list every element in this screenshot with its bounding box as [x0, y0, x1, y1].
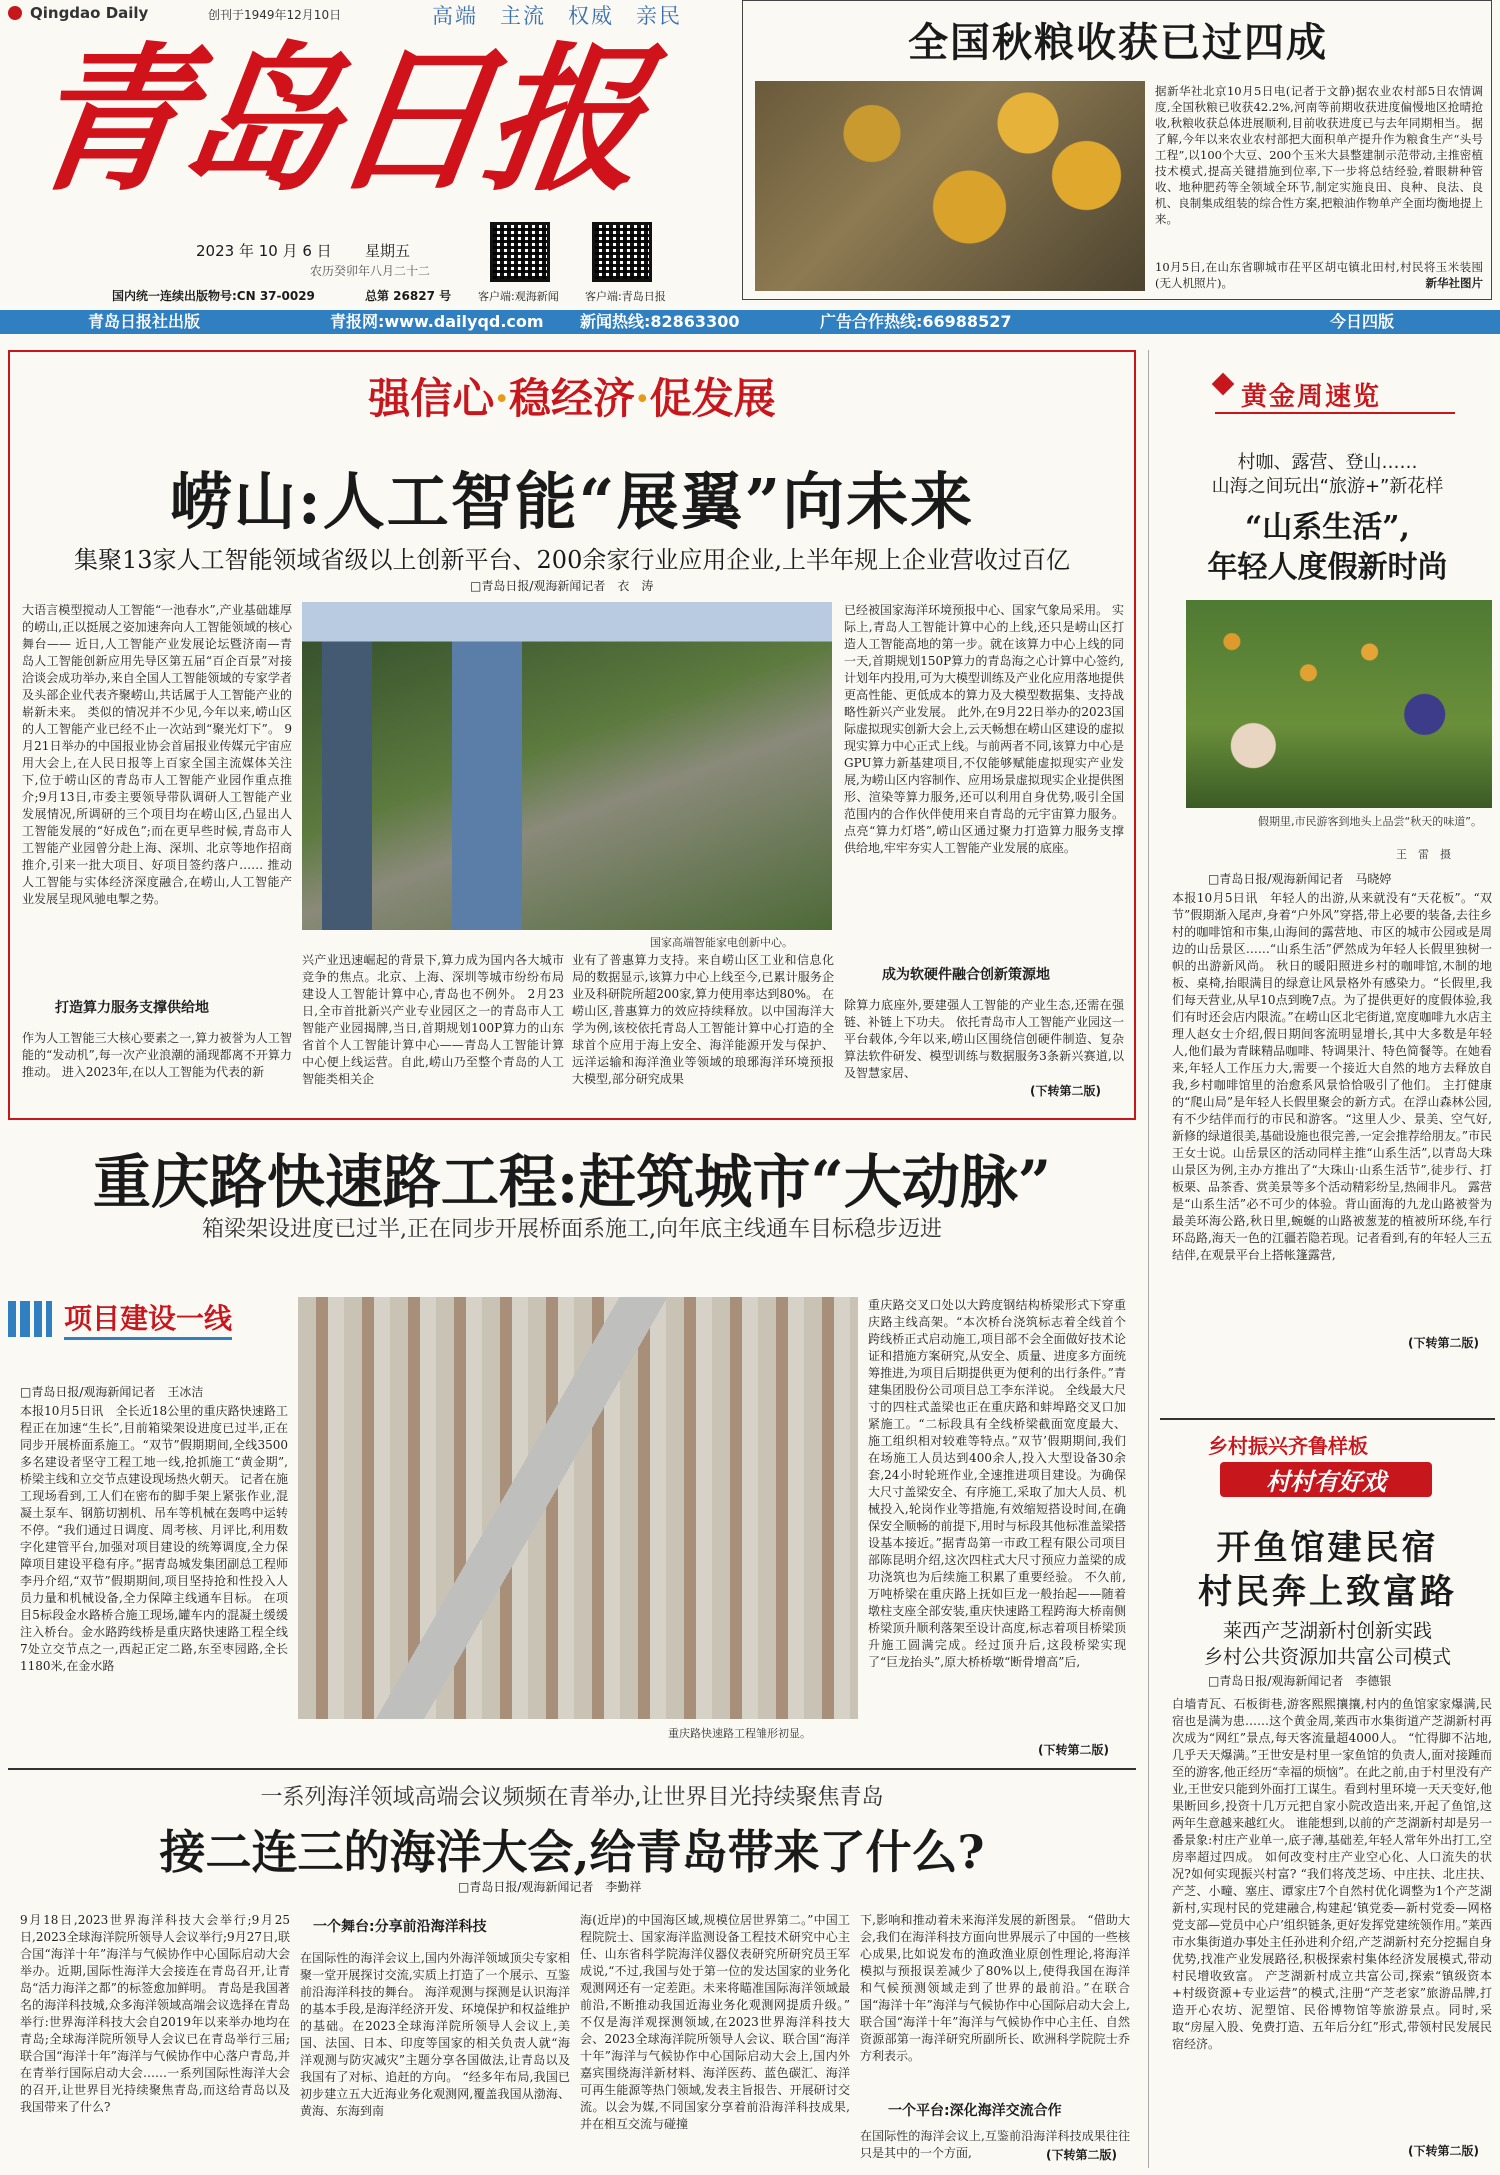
- laoshan-photo-caption: 国家高端智能家电创新中心。: [650, 936, 793, 949]
- qr-label-haixi: 客户端:观海新闻: [478, 290, 559, 303]
- harvest-caption: [1155, 259, 1483, 295]
- laoshan-continued: (下转第二版): [1030, 1084, 1101, 1098]
- harvest-body: 据新华社北京10月5日电(记者于文静)据农业农村部5日农情调度,全国秋粮已收获42.2%,河南等前期收获进度偏慢地区抢晴抢收,秋粮收获总体进展顺利,目前收获进度已与去年同期相当。 据了解,今年以来农业农村部把大面积单产提升作为粮食生产“头号工程”,以100个大豆、200个玉米大县整建制示范带动,主推密植技术模式,提高关键措施到位率,下一步将总结经验,着眼耕种管收、地种肥药等全领域全环节,制定实施良田、良种、良法、良机、良制集成组装的综合性方案,把粮油作物单产全面均衡地提上来。: [1155, 84, 1483, 226]
- golden-week-article: [1160, 350, 1495, 1360]
- rural-sub-1: 莱西产芝湖新村创新实践: [1222, 1620, 1432, 1642]
- chongqing-title: 重庆路快速路工程:赶筑城市“大动脉”: [92, 1148, 1052, 1216]
- harvest-article: [742, 0, 1492, 300]
- rural-tag-2: 村村有好戏: [1220, 1462, 1432, 1497]
- pages-today: 今日四版: [1330, 312, 1395, 331]
- rural-title-1: 开鱼馆建民宿: [1216, 1528, 1439, 1568]
- ocean-article: [8, 1768, 1136, 2170]
- golden-title-1: “山系生活”,: [1245, 510, 1410, 545]
- issue-date: 2023 年 10 月 6 日: [196, 242, 332, 260]
- banner-dot-2: ·: [635, 374, 650, 423]
- ad-hotline: 广告合作热线:66988527: [820, 312, 1012, 331]
- chongqing-article: [8, 1125, 1136, 1765]
- rural-continued: (下转第二版): [1408, 2144, 1479, 2158]
- banner-slogan: [10, 366, 1134, 426]
- rural-sub-2: 乡村公共资源加共富公司模式: [1203, 1646, 1451, 1668]
- ocean-col4b: 在国际性的海洋会议上,互鉴前沿海洋科技成果往往只是其中的一个方面,: [860, 2129, 1130, 2160]
- ocean-sub1: 一个舞台:分享前沿海洋科技: [313, 1919, 487, 1935]
- golden-body: 本报10月5日讯 年轻人的出游,从来就没有“天花板”。“双节”假期渐入尾声,身着“户外风”穿搭,带上必要的装备,去往乡村的咖啡馆和市集,山海间的露营地、市区的城市公园或是周边的山岳景区……“山系生活”俨然成为年轻人长假里独树一帜的出游新风尚。 秋日的暖阳照进乡村的咖啡馆,木制的地板、桌椅,抬眼满目的绿意让风景格外有感染力。“长假里,我们每天营业,从早10点到晚7点。为了提供更好的度假体验,我们有时还会店内限流。”在崂山区北宅街道,宽度咖啡九水店主理人赵女士介绍,假日期间客流明显增长,其中大多数是年轻人,他们最为青睐精品咖啡、特调果汁、特色简餐等。在她看来,年轻人工作压力大,需要一个接近大自然的地方去释放自我,乡村咖啡馆里的治愈系风景恰恰吸引了他们。 主打健康的“爬山局”是年轻人长假里聚会的新方式。在浮山森林公园,有不少结伴而行的市民和游客。“这里人少、景美、空气好,新修的绿道很美,基础设施也很完善,一定会推荐给朋友。”市民王女士说。山岳景区的活动同样主推“山系生活”,以青岛大珠山景区为例,主办方推出了“大珠山·山系生活节”,徒步行、打板栗、品茶香、赏美景等多个活动精彩纷呈,热闹非凡。 露营是“山系生活”必不可少的体验。背山面海的九龙山路被誉为最美环海公路,秋日里,蜿蜒的山路被葱茏的植被所环绕,车行环岛路,海天一色的江疆若隐若现。记者看到,有的年轻人三五结伴,在观景平台上搭帐篷露营,: [1172, 891, 1492, 1262]
- weekday: 星期五: [365, 242, 411, 260]
- website[interactable]: 青报网:www.dailyqd.com: [330, 312, 544, 331]
- golden-continued: (下转第二版): [1408, 1336, 1479, 1350]
- ocean-col4: 下,影响和推动着未来海洋发展的新图景。 “借助大会,我们在海洋科技方面向世界展示了中国的一些核心成果,比如说发布的渔政渔业原创性理论,将海洋模拟与预报误差减少了80%以上,使得我国在海洋和气候预测领域走到了世界的最前沿。”在联合国“海洋十年”海洋与气候协作中心国际启动大会上,联合国“海洋十年”海洋与气候协作中心主任、自然资源部第一海洋研究所副所长、欧洲科学院院士乔方利表示。: [860, 1913, 1130, 2063]
- building-icon: [8, 1301, 52, 1337]
- golden-byline: □青岛日报/观海新闻记者 马晓婷: [1208, 872, 1392, 886]
- ocean-col1: 9月18日,2023世界海洋科技大会举行;9月25日,2023全球海洋院所领导人会议举行;9月27日,联合国“海洋十年”海洋与气候协作中心国际启动大会举办。近期,国际性海洋大会接连在青岛召开,让青岛“活力海洋之都”的标签愈加鲜明。 青岛是我国著名的海洋科技城,众多海洋领域高端会议选择在青岛举行:世界海洋科技大会自2019年以来举办地均在青岛;全球海洋院所领导人会议已在青岛举行三届;联合国“海洋十年”海洋与气候协作中心落户青岛,并在青举行国际启动大会……一系列国际性海洋大会的召开,让世界目光持续聚焦青岛,而这给青岛以及我国带来了什么?: [20, 1913, 290, 2114]
- slogan-2: 主流: [500, 4, 546, 28]
- slogan-4: 亲民: [636, 4, 682, 28]
- golden-kicker-1: 村咖、露营、登山……: [1237, 452, 1418, 473]
- golden-kicker-2: 山海之间玩出“旅游+”新花样: [1211, 476, 1444, 497]
- laoshan-photo: [302, 602, 832, 930]
- column-divider: [1148, 350, 1149, 2168]
- harvest-title: 全国秋粮收获已过四成: [908, 19, 1328, 66]
- harvest-photo: [755, 81, 1145, 291]
- harvest-credit: 新华社图片: [1425, 276, 1483, 290]
- qr-code-haixi: [490, 222, 550, 282]
- news-hotline: 新闻热线:82863300: [580, 312, 740, 331]
- chongqing-byline: □青岛日报/观海新闻记者 王冰洁: [20, 1385, 204, 1399]
- golden-week-tag: [1215, 376, 1455, 414]
- founded-date: 创刊于1949年12月10日: [208, 8, 342, 22]
- ocean-title: 接二连三的海洋大会,给青岛带来了什么?: [159, 1825, 985, 1879]
- ocean-kicker: 一系列海洋领域高端会议频频在青举办,让世界目光持续聚焦青岛: [260, 1785, 884, 1810]
- laoshan-sub1: 打造算力服务支撑供给地: [55, 1000, 209, 1016]
- harvest-caption-text: 10月5日,在山东省聊城市茌平区胡屯镇北田村,村民将玉米装囤(无人机照片)。: [1155, 260, 1483, 290]
- chongqing-photo-caption: 重庆路快速路工程雏形初显。: [668, 1727, 811, 1740]
- banner-dot-1: ·: [494, 374, 509, 423]
- slogan: [432, 0, 732, 28]
- banner-part-3: 促发展: [649, 374, 776, 423]
- sparkle-icon: [1212, 373, 1235, 396]
- project-column-label: 项目建设一线: [64, 1297, 232, 1340]
- ocean-col2: 在国际性的海洋会议上,国内外海洋领域顶尖专家相聚一堂开展探讨交流,实质上打造了一个展示、互鉴前沿海洋科技的舞台。 海洋观测与探测是认识海洋的基本手段,是海洋经济开发、环境保护和权益维护的基础。在2023全球海洋院所领导人会议上,美国、法国、日本、印度等国家的相关负责人就“海洋观测与防灾减灾”主题分享各国做法,让青岛以及我国有了对标、追赶的方向。 “经多年布局,我国已初步建立五大近海业务化观测网,覆盖我国从渤海、黄海、东海到南: [300, 1951, 570, 2118]
- issue-number: 总第 26827 号: [365, 289, 452, 303]
- qr-code-qingdao: [592, 222, 652, 282]
- golden-photo-credit: 王 雷 摄: [1396, 848, 1451, 861]
- chongqing-photo: [298, 1297, 858, 1719]
- chongqing-col2: 重庆路交叉口处以大跨度钢结构桥梁形式下穿重庆路主线高架。“本次桥台浇筑标志着全线首个跨线桥正式启动施工,项目部不会全面做好技术论证和措施方案研究,从安全、质量、进度多方面统筹推进,为项目后期提供更为便利的出行条件。”青建集团股份公司项目总工李东洋说。 全线最大尺寸的四柱式盖梁也正在重庆路和蚌埠路交叉口加紧施工。“二标段具有全线桥梁截面宽度最大、施工组织相对较难等特点。”双节’假期期间,我们在场施工人员达到400余人,投入大型设备30余套,24小时轮班作业,全速推进项目建设。为确保大尺寸盖梁安全、有序施工,采取了加大人员、机械投入,轮岗作业等措施,有效缩短搭设时间,在确保安全顺畅的前提下,用时与标段其他标准盖梁搭设基本接近。”据青岛第一市政工程有限公司项目部陈昆明介绍,这次四柱式大尺寸预应力盖梁的成功浇筑也为后续施工积累了重要经验。 不久前,万吨桥梁在重庆路上抚如巨龙一般抬起——随着墩柱支座全部安装,重庆快速路工程跨海大桥南侧桥梁顶升顺利落架至设计高度,标志着项目桥梁顶升施工圆满完成。经过顶升后,这段桥梁实现了“巨龙抬头”,原大桥桥墩“断骨增高”后,: [868, 1298, 1126, 1669]
- laoshan-subtitle: 集聚13家人工智能领域省级以上创新平台、200余家行业应用企业,上半年规上企业营收过百亿: [74, 546, 1070, 574]
- masthead: [0, 0, 735, 305]
- cn-number: 国内统一连续出版物号:CN 37-0029: [112, 289, 315, 303]
- newspaper-logo: 青岛日报: [17, 28, 652, 213]
- laoshan-byline: □青岛日报/观海新闻记者 衣 涛: [470, 579, 654, 593]
- english-name: Qingdao Daily: [30, 4, 149, 22]
- slogan-3: 权威: [568, 4, 614, 28]
- masthead-en-row: [8, 4, 418, 24]
- qr-label-qingdao: 客户端:青岛日报: [585, 290, 666, 303]
- laoshan-col2: 兴产业迅速崛起的背景下,算力成为国内各大城市竞争的焦点。北京、上海、深圳等城市纷纷布局建设人工智能计算中心,青岛也不例外。 2月23日,全市首批新兴产业专业园区之一的青岛市人工智能产业园揭牌,当日,首期规划100P算力的山东省首个人工智能计算中心——青岛人工智能计算中心便上线运营。自此,崂山乃至整个青岛的人工智能类相关企: [302, 953, 564, 1086]
- golden-week-photo: [1186, 600, 1492, 808]
- lunar-date: 农历癸卯年八月二十二: [310, 264, 431, 278]
- ocean-col3: 海(近岸)的中国海区域,规模位居世界第二。”中国工程院院士、国家海洋监测设备工程技术研究中心主任、山东省科学院海洋仪器仪表研究所研究员王军成说,“不过,我国与处于第一位的发达国家的业务化观测网还有一定差距。未来将瞄准国际海洋领域最前沿,不断推动我国近海业务化观测网提质升级。” 不仅是海洋观探测领域,在2023世界海洋科技大会、2023全球海洋院所领导人会议、联合国“海洋十年”海洋与气候协作中心国际启动大会上,国内外嘉宾围绕海洋新材料、海洋医药、蓝色碳汇、海洋可再生能源等热门领域,发表主旨报告、开展研讨交流。以会为媒,不同国家分享着前沿海洋科技成果,并在相互交流与碰撞: [580, 1913, 850, 2131]
- laoshan-title: 崂山:人工智能“展翼”向未来: [169, 465, 975, 538]
- laoshan-article: [8, 350, 1136, 1120]
- chongqing-subtitle: 箱梁架设进度已过半,正在同步开展桥面系施工,向年底主线通车目标稳步迈进: [202, 1217, 942, 1242]
- banner-part-1: 强信心: [368, 374, 495, 423]
- info-bar: [0, 310, 1500, 334]
- laoshan-col3: 业有了普惠算力支持。来自崂山区工业和信息化局的数据显示,该算力中心上线至今,已累计服务企业及科研院所超200家,算力使用率达到80%。 在崂山区,普惠算力的效应持续释放。以中国海洋大学为例,该校依托青岛人工智能计算中心打造的全球首个应用于海上安全、海洋能源开发与保护、远洋运输和海洋渔业等领域的琅琊海洋环境预报大模型,部分研究成果: [572, 953, 834, 1086]
- laoshan-col1b: 作为人工智能三大核心要素之一,算力被誉为人工智能的“发动机”,每一次产业浪潮的涌现都离不开算力推动。 进入2023年,在以人工智能为代表的新: [22, 1031, 292, 1079]
- rural-byline: □青岛日报/观海新闻记者 李德银: [1208, 1674, 1392, 1688]
- golden-week-label: 黄金周速览: [1241, 382, 1382, 412]
- banner-part-2: 稳经济: [508, 374, 635, 423]
- rural-tag-1: 乡村振兴齐鲁样板: [1208, 1434, 1368, 1458]
- chongqing-col1: 本报10月5日讯 全长近18公里的重庆路快速路工程正在加速“生长”,目前箱梁架设进度已过半,正在同步开展桥面系施工。“双节”假期期间,全线3500多名建设者坚守工程工地一线,抢抓施工“黄金期”,桥梁主线和立交节点建设现场热火朝天。 记者在施工现场看到,工人们在密布的脚手架上紧张作业,混凝土泵车、钢筋切割机、吊车等机械在轰鸣中运转不停。“我们通过日调度、周考核、月评比,利用数字化建管平台,加强对项目建设的统筹调度,全力保障项目建设平稳有序。”据青岛城发集团副总工程师李丹介绍,“双节”假期期间,项目坚持抢和性投入人员力量和机械设备,全力保障主线通车目标。 在项目5标段金水路桥合施工现场,罐车内的混凝土缓缓注入桥台。金水路跨线桥是重庆路快速路工程全线7处立交节点之一,西起正定二路,东至枣园路,全长1180米,在金水路: [20, 1404, 288, 1673]
- rural-body: 白墙青瓦、石板街巷,游客熙熙攘攘,村内的鱼馆家家爆满,民宿也是满为患……这个黄金周,莱西市水集街道产芝湖新村再次成为“网红”景点,每天客流量超4000人。 “忙得脚不沾地,几乎天天爆满。”王世安是村里一家鱼馆的负责人,面对接踵而至的游客,他正经历“幸福的烦恼”。在此之前,由于村里没有产业,王世安只能到外面打工谋生。看到村里环境一天天变好,他果断回乡,投资十几万元把自家小院改造出来,开起了鱼馆,这两年生意越来越红火。 谁能想到,以前的产芝湖新村却是另一番景象:村庄产业单一,底子薄,基础差,年轻人常年外出打工,空房率超过四成。 如何改变村庄产业空心化、人口流失的状况?如何实现振兴村富? “我们将茂芝场、中庄扶、北庄扶、产芝、小疃、塞庄、谭家庄7个自然村优化调整为1个产芝湖新村,实现村民的党建融合,构建起‘镇党委—新村党委—网格党支部—党员中心户’组织链条,更好发挥党建统领作用。”莱西市水集街道办事处主任孙进利介绍,产芝湖新村充分挖掘自身优势,找准产业发展路径,积极探索村集体经济发展模式,带动村民增收致富。 产芝湖新村成立共富公司,探索“镇级资本+村级资源+专业运营”的模式,注册“产芝老家”旅游品牌,打造开心农坊、泥塑馆、民俗博物馆等旅游景点。同时,采取“房屋入股、免费打造、五年后分红”形式,带领村民发展民宿经济。: [1172, 1697, 1492, 2051]
- golden-title-2: 年轻人度假新时尚: [1207, 550, 1448, 585]
- laoshan-col4: 已经被国家海洋环境预报中心、国家气象局采用。 实际上,青岛人工智能计算中心的上线,还只是崂山区打造人工智能高地的第一步。就在该算力中心上线的同一天,首期规划150P算力的青岛海之心计算中心签约,计划年内投用,可为大模型训练及产业化应用落地提供更高性能、更低成本的算力及大模型数据集、支持战略性新兴产业发展。 此外,在9月22日举办的2023国际虚拟现实创新大会上,云天畅想在崂山区建设的虚拟现实算力中心正式上线。与前两者不同,该算力中心是GPU算力新基建项目,不仅能够赋能虚拟现实产业发展,为崂山区内容制作、应用场景虚拟现实企业提供图形、渲染等算力服务,还可以利用自身优势,吸引全国范围内的合作伙伴使用来自青岛的元宇宙算力服务。 点亮“算力灯塔”,崂山区通过聚力打造算力服务支撑供给地,牢牢夯实人工智能产业发展的底座。: [844, 603, 1124, 855]
- rural-article: [1160, 1418, 1495, 2170]
- golden-photo-caption: 假期里,市民游客到地头上品尝“秋天的味道”。: [1258, 815, 1482, 828]
- chongqing-continued: (下转第二版): [1038, 1743, 1109, 1757]
- laoshan-col4b: 除算力底座外,要建强人工智能的产业生态,还需在强链、补链上下功夫。 依托青岛市人工智能产业园这一平台载体,今年以来,崂山区围绕信创硬件制造、复杂算法软件研发、模型训练与数据服务3条新兴赛道,以及智慧家居、: [844, 998, 1124, 1080]
- publisher: 青岛日报社出版: [88, 312, 201, 331]
- project-column-tag: [8, 1297, 278, 1341]
- rural-title-2: 村民奔上致富路: [1198, 1572, 1457, 1612]
- ocean-byline: □青岛日报/观海新闻记者 李勤祥: [458, 1880, 642, 1894]
- red-dot-icon: [8, 6, 22, 20]
- ocean-sub2: 一个平台:深化海洋交流合作: [888, 2103, 1062, 2119]
- laoshan-sub2: 成为软硬件融合创新策源地: [882, 964, 1050, 984]
- slogan-1: 高端: [432, 4, 478, 28]
- ocean-continued: (下转第二版): [1046, 2148, 1117, 2162]
- laoshan-col1: 大语言模型搅动人工智能“一池春水”,产业基础雄厚的崂山,正以挺展之姿加速奔向人工智能领域的核心舞台—— 近日,人工智能产业发展论坛暨济南—青岛人工智能创新应用先导区第五届“百企百景”对接洽谈会成功举办,来自全国人工智能领域的专家学者及头部企业代表齐聚崂山,共话属于人工智能产业的崭新未来。 类似的情况并不少见,今年以来,崂山区的人工智能产业已经不止一次站到“聚光灯下”。 9月21日举办的中国报业协会首届报业传媒元宇宙应用大会上,在人民日报等上百家全国主流媒体关注下,位于崂山区的青岛市人工智能产业园作重点推介;9月13日,市委主要领导带队调研人工智能产业发展情况,所调研的三个项目均在崂山区,凸显出人工智能发展的“好成色”;而在更早些时候,青岛市人工智能产业园曾分赴上海、深圳、北京等地作招商推介,引来一批大项目、好项目签约落户…… 推动人工智能与实体经济深度融合,在崂山,人工智能产业发展呈现风驰电掣之势。: [22, 603, 292, 906]
